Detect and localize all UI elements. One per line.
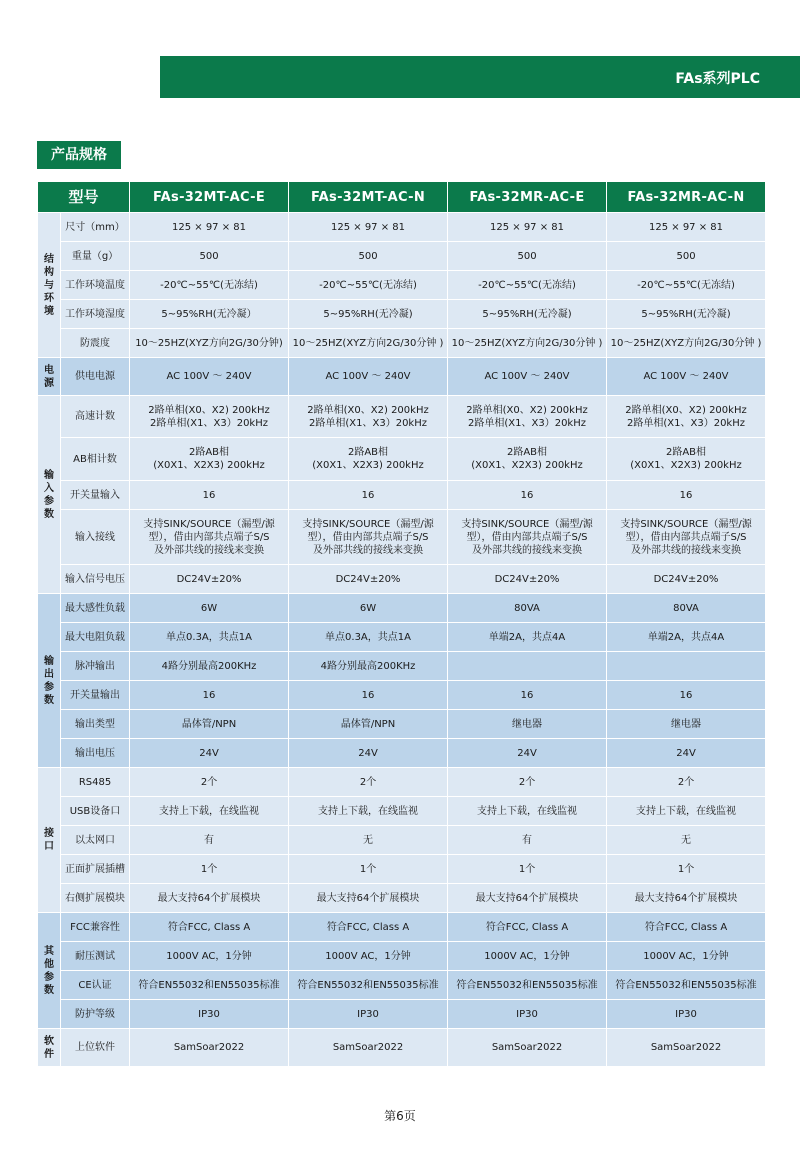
table-cell: 最大支持64个扩展模块 bbox=[448, 884, 607, 913]
table-cell: 16 bbox=[607, 681, 766, 710]
table-cell: 最大支持64个扩展模块 bbox=[289, 884, 448, 913]
model-column-header: FAs-32MR-AC-E bbox=[448, 182, 607, 213]
row-label: 重量（g） bbox=[61, 242, 130, 271]
table-cell: 单端2A，共点4A bbox=[607, 623, 766, 652]
header-bar bbox=[160, 56, 800, 98]
table-cell: 5~95%RH(无冷凝) bbox=[289, 300, 448, 329]
table-cell: 6W bbox=[130, 594, 289, 623]
spec-table-body bbox=[38, 213, 766, 1067]
table-cell: 2个 bbox=[607, 768, 766, 797]
table-cell: 符合EN55032和EN55035标准 bbox=[130, 971, 289, 1000]
table-cell: 2个 bbox=[289, 768, 448, 797]
table-cell: 5~95%RH(无冷凝） bbox=[130, 300, 289, 329]
table-cell: 符合EN55032和EN55035标准 bbox=[607, 971, 766, 1000]
row-label: 防护等级 bbox=[61, 1000, 130, 1029]
table-cell: 支持上下载，在线监视 bbox=[130, 797, 289, 826]
table-cell: 10～25HZ(XYZ方向2G/30分钟 ) bbox=[607, 329, 766, 358]
table-cell: 1000V AC，1分钟 bbox=[448, 942, 607, 971]
model-header-label: 型号 bbox=[38, 182, 130, 213]
table-cell: 有 bbox=[130, 826, 289, 855]
table-cell: -20℃~55℃(无冻结) bbox=[289, 271, 448, 300]
table-cell: 10～25HZ(XYZ方向2G/30分钟 ) bbox=[448, 329, 607, 358]
table-row bbox=[38, 242, 766, 271]
table-cell: 2路AB相 (X0X1、X2X3) 200kHz bbox=[130, 438, 289, 481]
table-cell: DC24V±20% bbox=[289, 565, 448, 594]
table-row bbox=[38, 913, 766, 942]
table-cell: 16 bbox=[289, 481, 448, 510]
table-cell: 符合FCC, Class A bbox=[607, 913, 766, 942]
table-cell: 125 × 97 × 81 bbox=[130, 213, 289, 242]
row-label: 开关量输出 bbox=[61, 681, 130, 710]
table-cell: DC24V±20% bbox=[607, 565, 766, 594]
table-cell: 24V bbox=[289, 739, 448, 768]
table-cell: 16 bbox=[448, 681, 607, 710]
table-cell: 1000V AC，1分钟 bbox=[130, 942, 289, 971]
table-cell: 符合FCC, Class A bbox=[289, 913, 448, 942]
spec-table bbox=[37, 181, 766, 1067]
table-cell: -20℃~55℃(无冻结) bbox=[607, 271, 766, 300]
table-cell: 80VA bbox=[607, 594, 766, 623]
table-cell: 晶体管/NPN bbox=[130, 710, 289, 739]
table-cell: 2路单相(X0、X2) 200kHz 2路单相(X1、X3）20kHz bbox=[130, 396, 289, 438]
table-cell: 1个 bbox=[448, 855, 607, 884]
group-label: 电 源 bbox=[38, 358, 61, 396]
table-row bbox=[38, 739, 766, 768]
row-label: 最大电阻负载 bbox=[61, 623, 130, 652]
table-cell: 1000V AC，1分钟 bbox=[607, 942, 766, 971]
row-label: 高速计数 bbox=[61, 396, 130, 438]
table-cell: 支持SINK/SOURCE（漏型/源 型），借由内部共点端子S/S 及外部共线的接线来变换 bbox=[607, 510, 766, 565]
table-cell: 最大支持64个扩展模块 bbox=[607, 884, 766, 913]
table-row bbox=[38, 565, 766, 594]
table-row bbox=[38, 652, 766, 681]
row-label: USB设备口 bbox=[61, 797, 130, 826]
table-cell: 符合FCC, Class A bbox=[448, 913, 607, 942]
table-cell: 支持SINK/SOURCE（漏型/源 型），借由内部共点端子S/S 及外部共线的接线来变换 bbox=[448, 510, 607, 565]
table-cell: 2个 bbox=[130, 768, 289, 797]
group-label: 其 他 参 数 bbox=[38, 913, 61, 1029]
table-cell: 有 bbox=[448, 826, 607, 855]
table-row bbox=[38, 710, 766, 739]
table-cell: DC24V±20% bbox=[130, 565, 289, 594]
table-row bbox=[38, 481, 766, 510]
row-label: 输出类型 bbox=[61, 710, 130, 739]
table-cell: 单点0.3A，共点1A bbox=[289, 623, 448, 652]
row-label: 工作环境湿度 bbox=[61, 300, 130, 329]
table-row bbox=[38, 855, 766, 884]
group-label: 结 构 与 环 境 bbox=[38, 213, 61, 358]
table-row bbox=[38, 768, 766, 797]
table-cell: 5~95%RH(无冷凝) bbox=[448, 300, 607, 329]
row-label: 上位软件 bbox=[61, 1029, 130, 1067]
row-label: 正面扩展插槽 bbox=[61, 855, 130, 884]
table-cell: 最大支持64个扩展模块 bbox=[130, 884, 289, 913]
table-cell: 支持SINK/SOURCE（漏型/源 型），借由内部共点端子S/S 及外部共线的接线来变换 bbox=[289, 510, 448, 565]
table-cell: -20℃~55℃(无冻结) bbox=[130, 271, 289, 300]
table-cell: 500 bbox=[130, 242, 289, 271]
table-cell: 单点0.3A，共点1A bbox=[130, 623, 289, 652]
table-row bbox=[38, 971, 766, 1000]
table-cell: 1个 bbox=[130, 855, 289, 884]
table-row bbox=[38, 213, 766, 242]
table-cell: -20℃~55℃(无冻结) bbox=[448, 271, 607, 300]
group-label: 软 件 bbox=[38, 1029, 61, 1067]
table-cell bbox=[607, 652, 766, 681]
row-label: 供电电源 bbox=[61, 358, 130, 396]
row-label: 输入信号电压 bbox=[61, 565, 130, 594]
row-label: 尺寸（mm） bbox=[61, 213, 130, 242]
row-label: AB相计数 bbox=[61, 438, 130, 481]
model-column-header: FAs-32MR-AC-N bbox=[607, 182, 766, 213]
table-row bbox=[38, 594, 766, 623]
table-cell: 符合FCC, Class A bbox=[130, 913, 289, 942]
table-cell: 继电器 bbox=[448, 710, 607, 739]
table-cell: IP30 bbox=[448, 1000, 607, 1029]
table-cell: AC 100V ～ 240V bbox=[607, 358, 766, 396]
table-cell: 125 × 97 × 81 bbox=[607, 213, 766, 242]
row-label: 防震度 bbox=[61, 329, 130, 358]
table-cell: AC 100V ～ 240V bbox=[448, 358, 607, 396]
table-cell: 500 bbox=[607, 242, 766, 271]
table-cell: 500 bbox=[448, 242, 607, 271]
table-cell: 1000V AC，1分钟 bbox=[289, 942, 448, 971]
table-cell: SamSoar2022 bbox=[607, 1029, 766, 1067]
row-label: 脉冲输出 bbox=[61, 652, 130, 681]
table-cell: SamSoar2022 bbox=[130, 1029, 289, 1067]
table-cell: 24V bbox=[448, 739, 607, 768]
table-cell: 2路单相(X0、X2) 200kHz 2路单相(X1、X3）20kHz bbox=[289, 396, 448, 438]
table-cell: 80VA bbox=[448, 594, 607, 623]
page-number: 第6页 bbox=[384, 1109, 416, 1123]
table-cell: 符合EN55032和EN55035标准 bbox=[448, 971, 607, 1000]
table-cell: 5~95%RH(无冷凝) bbox=[607, 300, 766, 329]
table-cell: 2路单相(X0、X2) 200kHz 2路单相(X1、X3）20kHz bbox=[448, 396, 607, 438]
table-cell: 2路AB相 (X0X1、X2X3) 200kHz bbox=[289, 438, 448, 481]
table-cell: 125 × 97 × 81 bbox=[448, 213, 607, 242]
table-cell: 支持上下载，在线监视 bbox=[607, 797, 766, 826]
table-row bbox=[38, 942, 766, 971]
row-label: 以太网口 bbox=[61, 826, 130, 855]
table-cell: 16 bbox=[448, 481, 607, 510]
table-row bbox=[38, 300, 766, 329]
table-cell: 10～25HZ(XYZ方向2G/30分钟 ) bbox=[289, 329, 448, 358]
table-cell: 支持上下载，在线监视 bbox=[448, 797, 607, 826]
group-label: 输 出 参 数 bbox=[38, 594, 61, 768]
row-label: 输出电压 bbox=[61, 739, 130, 768]
table-cell: AC 100V ～ 240V bbox=[130, 358, 289, 396]
table-cell: SamSoar2022 bbox=[448, 1029, 607, 1067]
table-row bbox=[38, 1029, 766, 1067]
table-cell: 1个 bbox=[607, 855, 766, 884]
table-cell: SamSoar2022 bbox=[289, 1029, 448, 1067]
model-column-header: FAs-32MT-AC-N bbox=[289, 182, 448, 213]
table-cell: 2路AB相 (X0X1、X2X3) 200kHz bbox=[448, 438, 607, 481]
table-cell: 10～25HZ(XYZ方向2G/30分钟) bbox=[130, 329, 289, 358]
model-column-header: FAs-32MT-AC-E bbox=[130, 182, 289, 213]
row-label: 耐压测试 bbox=[61, 942, 130, 971]
table-cell: 无 bbox=[607, 826, 766, 855]
table-cell: 晶体管/NPN bbox=[289, 710, 448, 739]
header-title: FAs系列PLC bbox=[675, 71, 760, 87]
row-label: 工作环境温度 bbox=[61, 271, 130, 300]
row-label: 右侧扩展模块 bbox=[61, 884, 130, 913]
table-row bbox=[38, 1000, 766, 1029]
table-cell: 支持SINK/SOURCE（漏型/源 型），借由内部共点端子S/S 及外部共线的接线来变换 bbox=[130, 510, 289, 565]
table-cell: 2个 bbox=[448, 768, 607, 797]
table-cell: 24V bbox=[130, 739, 289, 768]
table-cell: 24V bbox=[607, 739, 766, 768]
table-row bbox=[38, 358, 766, 396]
table-cell: AC 100V ～ 240V bbox=[289, 358, 448, 396]
table-cell: IP30 bbox=[130, 1000, 289, 1029]
table-cell: 16 bbox=[289, 681, 448, 710]
table-header-row bbox=[38, 182, 766, 213]
group-label: 输 入 参 数 bbox=[38, 396, 61, 594]
table-row bbox=[38, 396, 766, 438]
table-cell: 16 bbox=[130, 481, 289, 510]
table-row bbox=[38, 884, 766, 913]
table-cell: 1个 bbox=[289, 855, 448, 884]
table-row bbox=[38, 826, 766, 855]
table-cell: 16 bbox=[607, 481, 766, 510]
table-cell: 4路分别最高200KHz bbox=[289, 652, 448, 681]
table-row bbox=[38, 797, 766, 826]
row-label: FCC兼容性 bbox=[61, 913, 130, 942]
group-label: 接 口 bbox=[38, 768, 61, 913]
section-title: 产品规格 bbox=[37, 141, 121, 169]
table-row bbox=[38, 329, 766, 358]
table-cell: 2路AB相 (X0X1、X2X3) 200kHz bbox=[607, 438, 766, 481]
row-label: CE认证 bbox=[61, 971, 130, 1000]
table-cell: 符合EN55032和EN55035标准 bbox=[289, 971, 448, 1000]
table-row bbox=[38, 623, 766, 652]
row-label: 输入接线 bbox=[61, 510, 130, 565]
table-cell: 支持上下载，在线监视 bbox=[289, 797, 448, 826]
table-row bbox=[38, 681, 766, 710]
table-row bbox=[38, 438, 766, 481]
row-label: 开关量输入 bbox=[61, 481, 130, 510]
table-cell: 125 × 97 × 81 bbox=[289, 213, 448, 242]
table-cell: 2路单相(X0、X2) 200kHz 2路单相(X1、X3）20kHz bbox=[607, 396, 766, 438]
table-cell: 继电器 bbox=[607, 710, 766, 739]
table-cell: 500 bbox=[289, 242, 448, 271]
table-cell: 4路分别最高200KHz bbox=[130, 652, 289, 681]
row-label: 最大感性负载 bbox=[61, 594, 130, 623]
table-cell: 6W bbox=[289, 594, 448, 623]
table-cell bbox=[448, 652, 607, 681]
table-cell: 单端2A，共点4A bbox=[448, 623, 607, 652]
row-label: RS485 bbox=[61, 768, 130, 797]
table-row bbox=[38, 271, 766, 300]
table-cell: DC24V±20% bbox=[448, 565, 607, 594]
table-cell: 无 bbox=[289, 826, 448, 855]
table-cell: 16 bbox=[130, 681, 289, 710]
table-row bbox=[38, 510, 766, 565]
table-cell: IP30 bbox=[289, 1000, 448, 1029]
table-cell: IP30 bbox=[607, 1000, 766, 1029]
